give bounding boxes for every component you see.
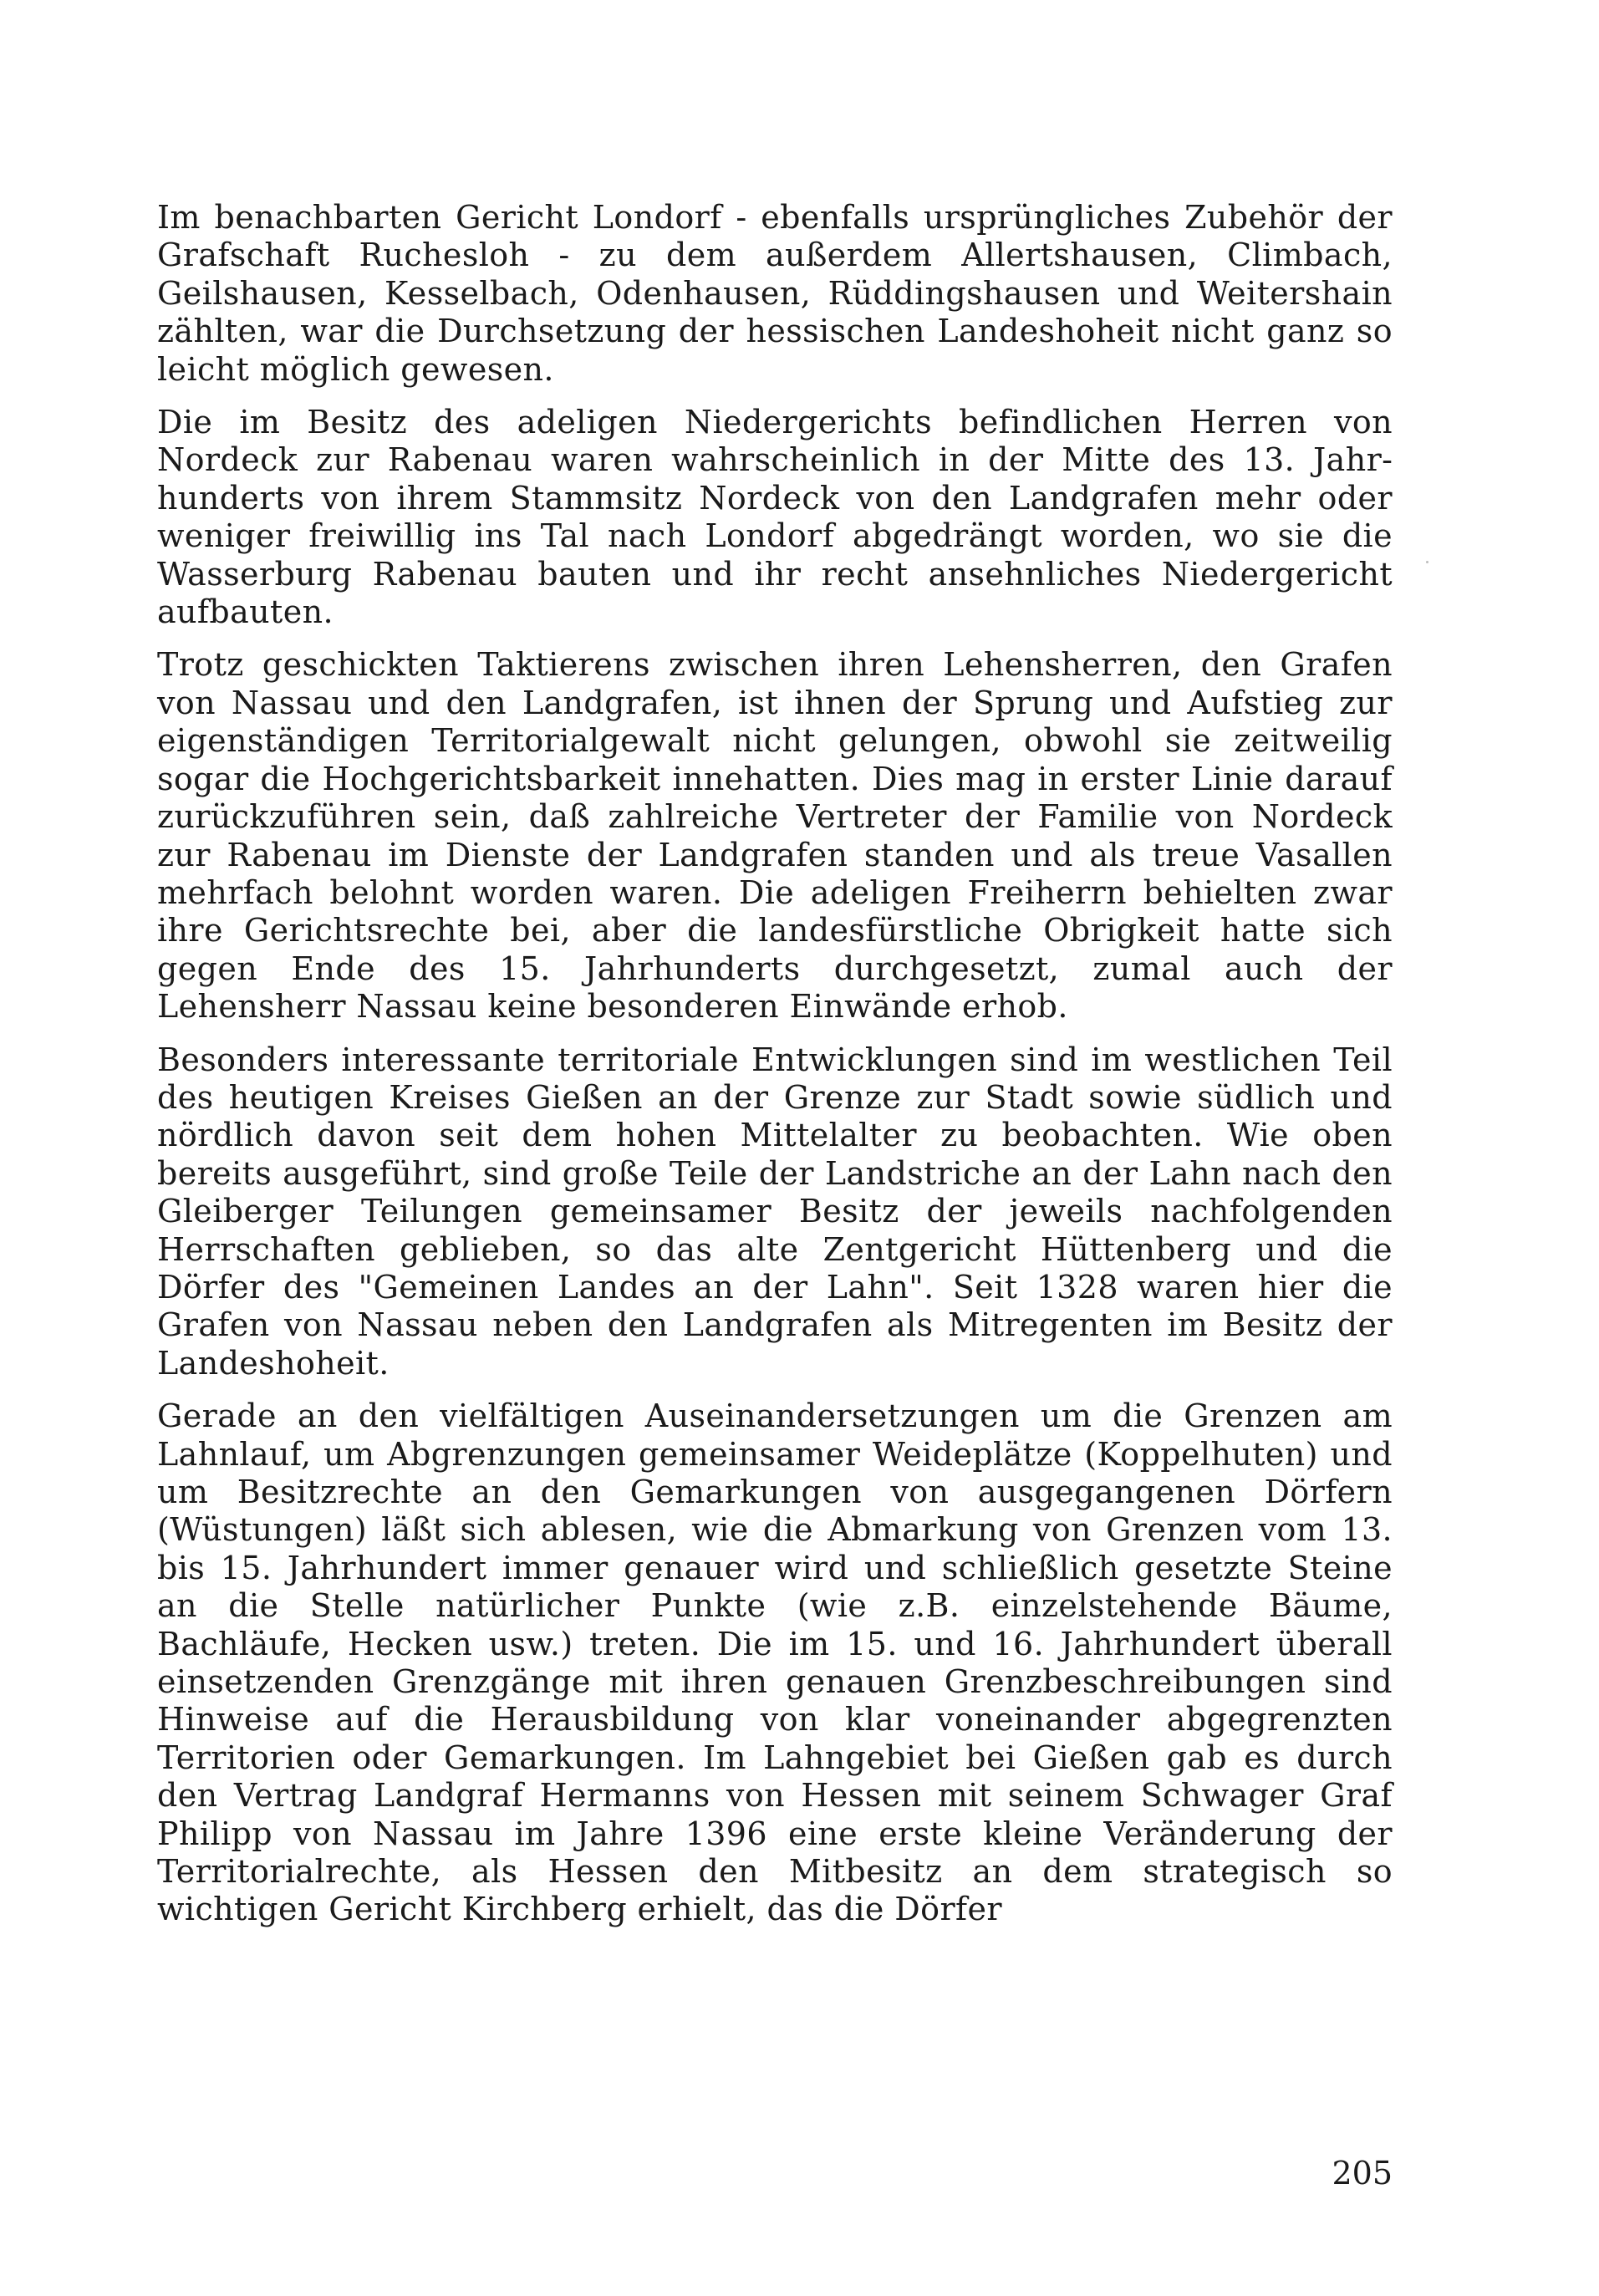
scan-speck: [1426, 561, 1428, 563]
body-text: [157, 199, 1393, 1944]
paragraph-londorf: Im benachbarten Gericht Londorf - ebenfalls ursprüngliches Zubehör der Grafschaft Ruchesloh - zu dem außerdem Allertshausen, Climbach, Geilshausen, Kesselbach, Odenhausen, Rüddingshausen und Weitershain zählten, war die Durchsetzung der hessischen Landeshoheit nicht ganz so leicht möglich gewesen.: [157, 199, 1393, 388]
paragraph-nordeck: Die im Besitz des adeligen Niedergerichts befindlichen Herren von Nordeck zur Rabenau waren wahrscheinlich in der Mitte des 13. Jahrhunderts von ihrem Stammsitz Nordeck von den Landgrafen mehr oder weniger freiwillig ins Tal nach Londorf abgedrängt worden, wo sie die Wasserburg Rabenau bauten und ihr recht ansehnliches Niedergericht aufbauten.: [157, 404, 1393, 631]
paragraph-grenzen: Gerade an den vielfältigen Auseinandersetzungen um die Grenzen am Lahnlauf, um Abgrenzungen gemeinsamer Weideplätze (Koppelhuten) und um Besitzrechte an den Gemarkungen von ausgegangenen Dörfern (Wüstungen) läßt sich ablesen, wie die Abmarkung von Grenzen vom 13. bis 15. Jahrhundert immer genauer wird und schließlich gesetzte Steine an die Stelle natürlicher Punkte (wie z.B. einzelstehende Bäume, Bachläufe, Hecken usw.) treten. Die im 15. und 16. Jahrhundert überall einsetzenden Grenzgänge mit ihren genauen Grenzbeschreibungen sind Hinweise auf die Herausbildung von klar voneinander abgegrenzten Territorien oder Gemarkungen. Im Lahngebiet bei Gießen gab es durch den Vertrag Landgraf Hermanns von Hessen mit seinem Schwager Graf Philipp von Nassau im Jahre 1396 eine erste kleine Veränderung der Territorialrechte, als Hessen den Mitbesitz an dem strategisch so wichtigen Gericht Kirchberg erhielt, das die Dörfer: [157, 1397, 1393, 1928]
paragraph-entwicklungen: Besonders interessante territoriale Entwicklungen sind im westlichen Teil des heutigen Kreises Gießen an der Grenze zur Stadt sowie südlich und nördlich davon seit dem hohen Mittelalter zu beobachten. Wie oben bereits ausgeführt, sind große Teile der Landstriche an der Lahn nach den Gleiberger Teilungen gemeinsamer Besitz der jeweils nachfolgenden Herrschaften geblieben, so das alte Zentgericht Hüttenberg und die Dörfer des "Gemeinen Landes an der Lahn". Seit 1328 waren hier die Grafen von Nassau neben den Landgrafen als Mitregenten im Besitz der Landeshoheit.: [157, 1041, 1393, 1382]
paragraph-taktieren: Trotz geschickten Taktierens zwischen ihren Lehensherren, den Grafen von Nassau und den Landgrafen, ist ihnen der Sprung und Aufstieg zur eigenständigen Territorialgewalt nicht gelungen, obwohl sie zeitweilig sogar die Hochgerichtsbarkeit innehatten. Dies mag in erster Linie darauf zurückzuführen sein, daß zahlreiche Vertreter der Familie von Nordeck zur Rabenau im Dienste der Landgrafen standen und als treue Vasallen mehrfach belohnt worden waren. Die adeligen Freiherrn behielten zwar ihre Gerichtsrechte bei, aber die landesfürstliche Obrigkeit hatte sich gegen Ende des 15. Jahrhunderts durchgesetzt, zumal auch der Lehensherr Nassau keine besonderen Einwände erhob.: [157, 646, 1393, 1026]
page-number: 205: [1332, 2155, 1393, 2192]
